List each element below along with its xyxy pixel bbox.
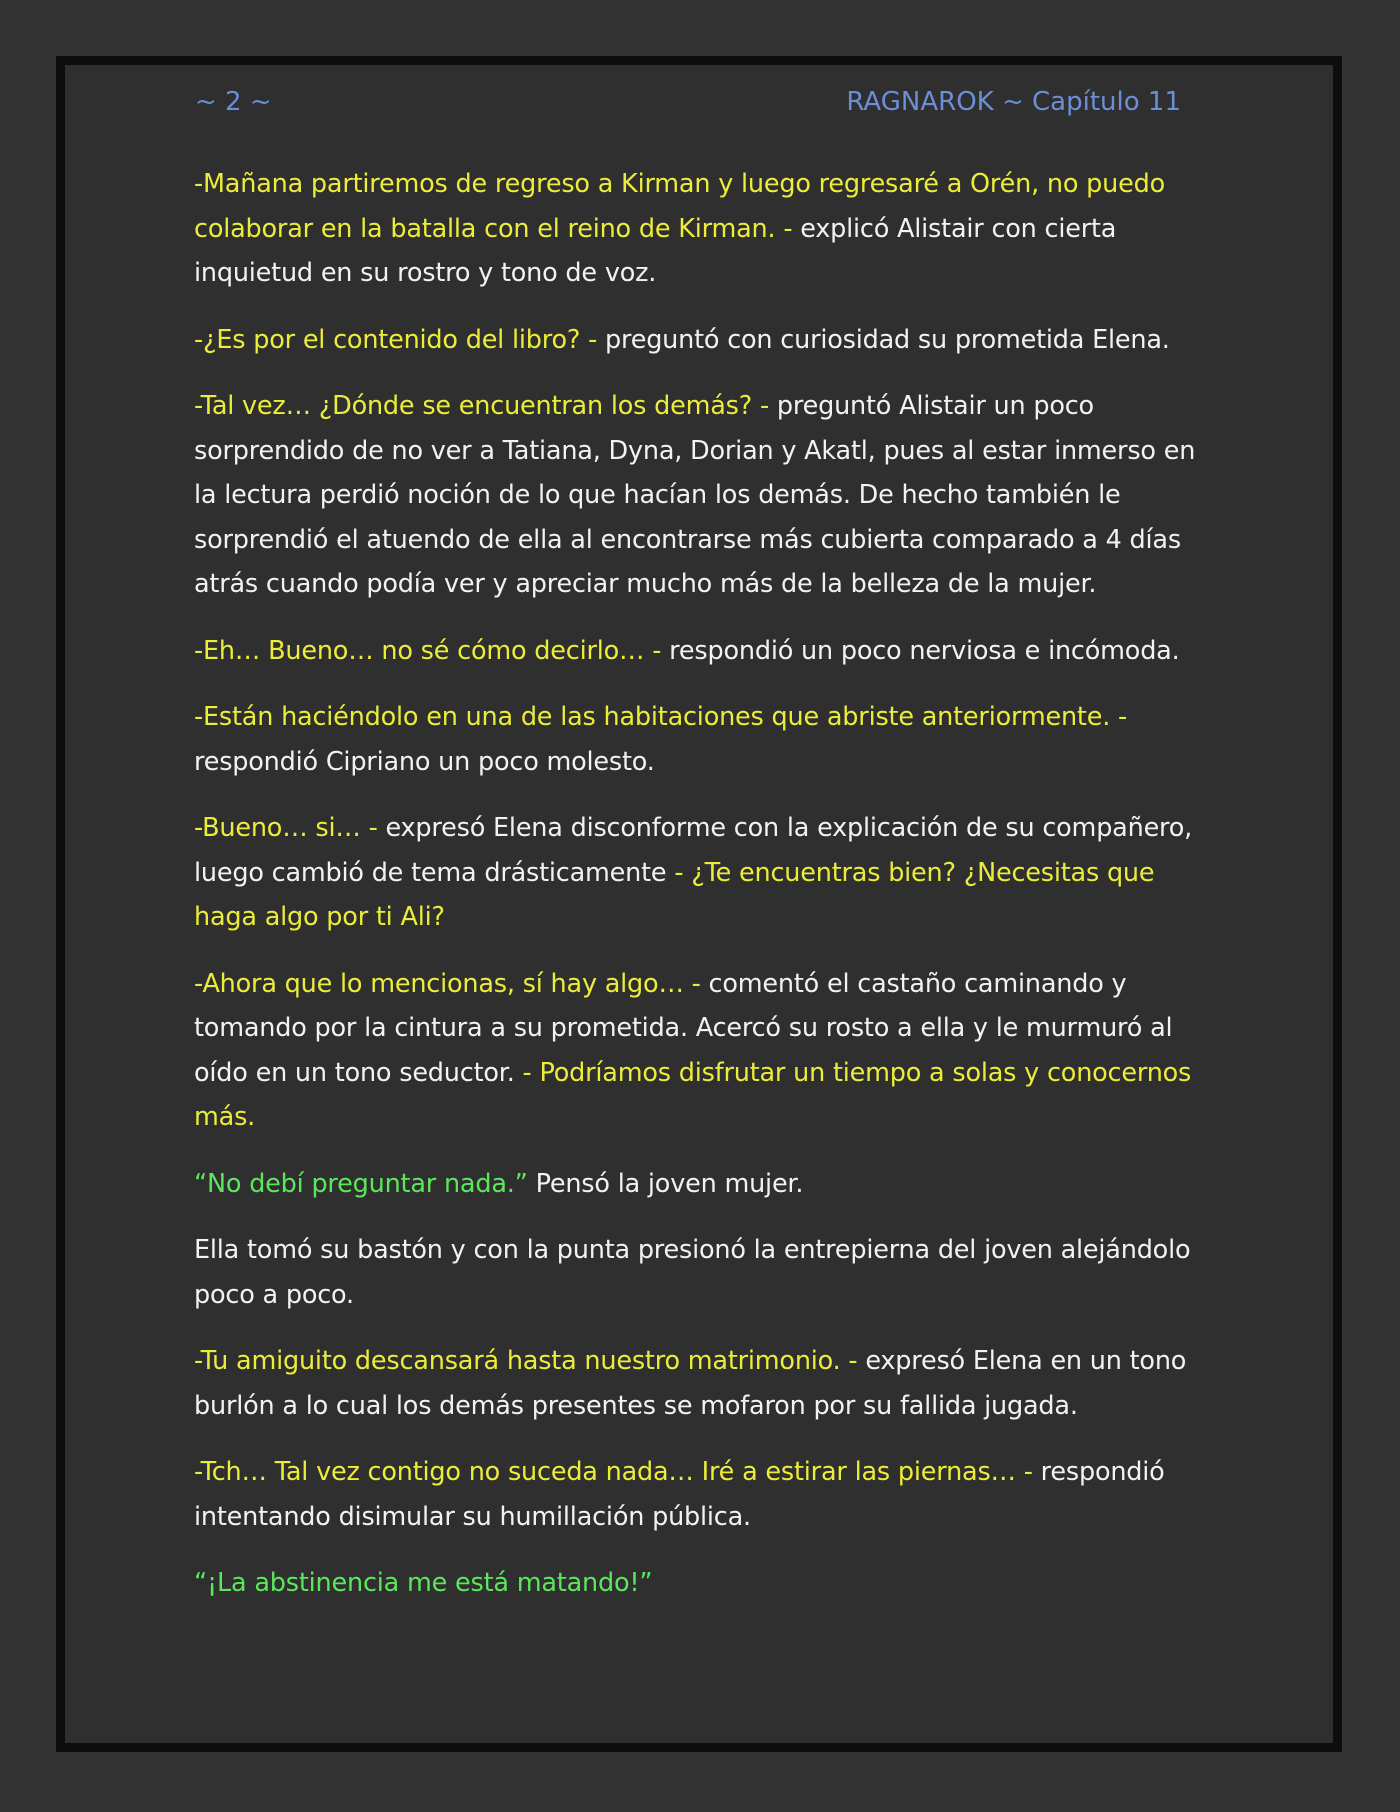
- narration-text: explicó Alistair con cierta inquietud en su rostro y tono de voz.: [194, 213, 1117, 288]
- narration-text: Ella tomó su bastón y con la punta presionó la entrepierna del joven alejándolo poco a poco.: [194, 1235, 1191, 1310]
- narration-text: preguntó con curiosidad su prometida Elena.: [597, 324, 1170, 355]
- dialogue-text: - Podríamos disfrutar un tiempo a solas y conocernos más.: [194, 1057, 1192, 1132]
- dialogue-text: - ¿Te encuentras bien? ¿Necesitas que haga algo por ti Ali?: [194, 857, 1155, 932]
- story-paragraph: [194, 629, 1204, 674]
- dialogue-text: -¿Es por el contenido del libro? -: [194, 324, 598, 355]
- page-header: [195, 80, 1181, 124]
- narration-text: comentó el castaño caminando y tomando por la cintura a su prometida. Acercó su rosto a ella y le murmuró al oído en un tono seductor.: [194, 968, 1173, 1088]
- story-paragraph: [194, 384, 1204, 607]
- thought-text: “No debí preguntar nada.”: [194, 1168, 528, 1199]
- story-paragraph: [194, 962, 1204, 1140]
- narration-text: expresó Elena disconforme con la explicación de su compañero, luego cambió de tema drásticamente: [194, 813, 1193, 888]
- story-paragraph: [194, 1339, 1204, 1428]
- story-paragraph: [194, 1561, 1204, 1606]
- story-paragraph: [194, 1450, 1204, 1539]
- dialogue-text: -Bueno… si… -: [194, 813, 378, 843]
- narration-text: respondió Cipriano un poco molesto.: [194, 746, 655, 777]
- narration-text: expresó Elena en un tono burlón a lo cual los demás presentes se mofaron por su fallida jugada.: [194, 1346, 1187, 1421]
- dialogue-text: -Tch… Tal vez contigo no suceda nada… Iré a estirar las piernas… -: [194, 1457, 1033, 1487]
- story-paragraph: [194, 1162, 1204, 1207]
- thought-text: “¡La abstinencia me está matando!”: [194, 1568, 653, 1598]
- story-paragraph: [194, 806, 1204, 940]
- dialogue-text: -Tu amiguito descansará hasta nuestro matrimonio. -: [194, 1346, 858, 1376]
- dialogue-text: -Eh… Bueno… no sé cómo decirlo… -: [194, 635, 662, 666]
- narration-text: Pensó la joven mujer.: [527, 1168, 804, 1199]
- story-paragraph: [194, 1228, 1204, 1317]
- dialogue-text: -Ahora que lo mencionas, sí hay algo… -: [194, 968, 701, 999]
- dialogue-text: -Mañana partiremos de regreso a Kirman y luego regresaré a Orén, no puedo colaborar en la batalla con el reino de Kirman. -: [194, 169, 1165, 244]
- narration-text: respondió intentando disimular su humillación pública.: [194, 1457, 1165, 1532]
- story-paragraph: [194, 162, 1204, 296]
- story-body: [194, 162, 1204, 1628]
- dialogue-text: -Tal vez… ¿Dónde se encuentran los demás? -: [194, 391, 769, 421]
- page-number: ~ 2 ~: [195, 87, 272, 117]
- story-paragraph: [194, 695, 1204, 784]
- dialogue-text: -Están haciéndolo en una de las habitaciones que abriste anteriormente. -: [194, 702, 1128, 732]
- chapter-title: RAGNAROK ~ Capítulo 11: [846, 87, 1181, 117]
- narration-text: preguntó Alistair un poco sorprendido de no ver a Tatiana, Dyna, Dorian y Akatl, pues al estar inmerso en la lectura perdió noción de lo que hacían los demás. De hecho también le sorprendió el atuendo de ella al encontrarse más cubierta comparado a 4 días atrás cuando podía ver y apreciar mucho más de la belleza de la mujer.: [194, 391, 1196, 599]
- narration-text: respondió un poco nerviosa e incómoda.: [661, 635, 1180, 666]
- story-paragraph: [194, 318, 1204, 363]
